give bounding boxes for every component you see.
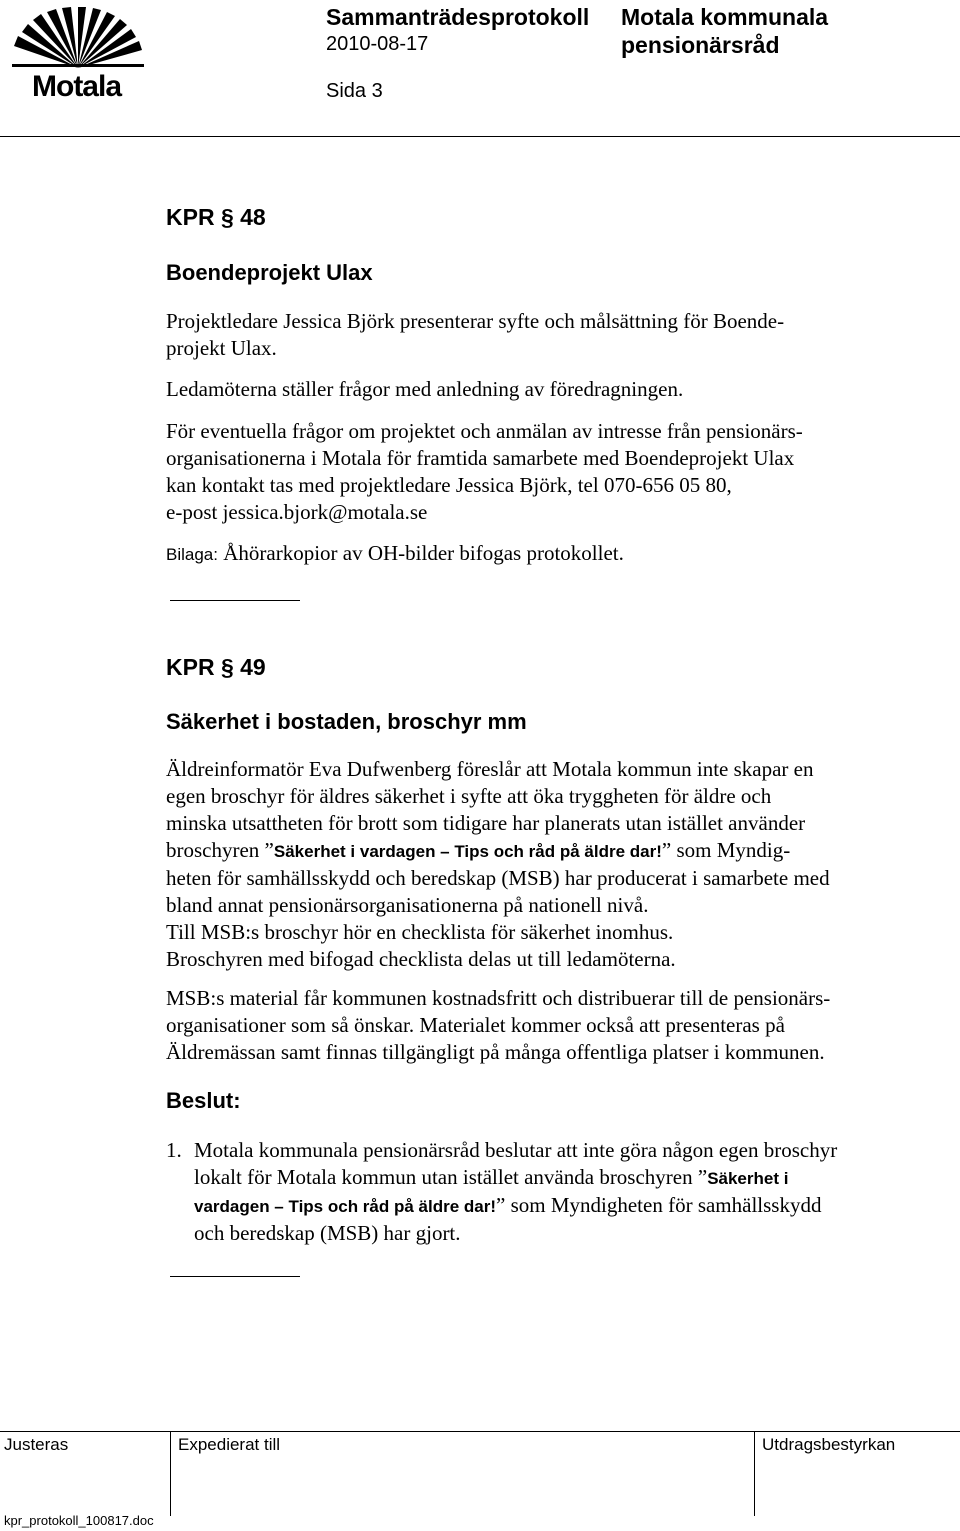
text-line: Äldremässan samt finnas tillgängligt på många offentliga platser i kommunen.	[166, 1040, 825, 1064]
text-fragment: broschyren ”	[166, 838, 274, 862]
text-line: MSB:s material får kommunen kostnadsfritt och distribuerar till de pensionärs-	[166, 986, 831, 1010]
text-line: bland annat pensionärsorganisationerna på nationell nivå.	[166, 893, 649, 917]
section-title: Säkerhet i bostaden, broschyr mm	[166, 709, 527, 734]
section-separator	[170, 600, 300, 601]
decision-text	[194, 1137, 934, 1247]
footer-column-divider	[170, 1431, 171, 1516]
decision-heading: Beslut:	[166, 1088, 241, 1113]
text-fragment: lokalt för Motala kommun utan istället använda broschyren ”	[194, 1165, 708, 1189]
text-line: Projektledare Jessica Björk presenterar syfte och målsättning för Boende-	[166, 309, 785, 333]
text-line: projekt Ulax.	[166, 336, 277, 360]
text-line: För eventuella frågor om projektet och anmälan av intresse från pensionärs-	[166, 419, 803, 443]
text-line: Motala kommunala pensionärsråd beslutar att inte göra någon egen broschyr	[194, 1138, 838, 1162]
text-line: Ledamöterna ställer frågor med anledning av föredragningen.	[166, 377, 684, 401]
motala-logo	[8, 6, 148, 110]
footer-filename: kpr_protokoll_100817.doc	[4, 1513, 154, 1528]
brochure-title: Säkerhet i vardagen – Tips och råd på äldre dar!	[273, 842, 662, 861]
text-fragment: ” som Myndig-	[661, 838, 791, 862]
text-line: Till MSB:s broschyr hör en checklista för säkerhet inomhus.	[166, 920, 674, 944]
footer-justeras: Justeras	[4, 1435, 69, 1454]
text-line: organisationer som så önskar. Materialet kommer också att presenteras på	[166, 1013, 785, 1037]
organization-name-line1: Motala kommunala	[621, 4, 829, 30]
text-line: Äldreinformatör Eva Dufwenberg föreslår att Motala kommun inte skapar en	[166, 757, 814, 781]
section-separator	[170, 1276, 300, 1277]
logo-text: Motala	[32, 70, 122, 103]
attachment-text: Åhörarkopior av OH-bilder bifogas protokollet.	[223, 541, 624, 565]
brochure-title: vardagen – Tips och råd på äldre dar!	[194, 1197, 497, 1216]
text-line: heten för samhällsskydd och beredskap (MSB) har producerat i samarbete med	[166, 866, 830, 890]
footer-utdragsbestyrkan: Utdragsbestyrkan	[762, 1435, 896, 1454]
paragraph	[166, 308, 926, 362]
section-number: KPR § 49	[166, 654, 266, 680]
text-line: egen broschyr för äldres säkerhet i syfte att öka tryggheten för äldre och	[166, 784, 772, 808]
attachment-label: Bilaga:	[166, 545, 218, 564]
page-number: Sida 3	[326, 80, 383, 102]
text-line: Broschyren med bifogad checklista delas ut till ledamöterna.	[166, 947, 676, 971]
text-line: och beredskap (MSB) har gjort.	[194, 1221, 461, 1245]
paragraph	[166, 418, 926, 526]
header-divider	[0, 136, 960, 137]
attachment-note	[166, 540, 926, 568]
paragraph	[166, 376, 926, 403]
document-type: Sammanträdesprotokoll	[326, 4, 590, 30]
text-fragment: ” som Myndigheten för samhällsskydd	[496, 1193, 822, 1217]
section-title: Boendeprojekt Ulax	[166, 260, 373, 285]
text-line: minska utsattheten för brott som tidigare har planerats utan istället använder	[166, 811, 806, 835]
footer-divider	[0, 1431, 960, 1432]
text-line: kan kontakt tas med projektledare Jessica Björk, tel 070-656 05 80,	[166, 473, 732, 497]
paragraph	[166, 756, 926, 973]
decision-number: 1.	[166, 1138, 182, 1162]
brochure-title: Säkerhet i	[707, 1169, 789, 1188]
text-line: e-post jessica.bjork@motala.se	[166, 500, 428, 524]
text-line: organisationerna i Motala för framtida samarbete med Boendeprojekt Ulax	[166, 446, 795, 470]
footer-expedierat: Expedierat till	[178, 1435, 281, 1454]
organization-name-line2: pensionärsråd	[621, 32, 780, 58]
meeting-date: 2010-08-17	[326, 33, 429, 55]
paragraph	[166, 985, 926, 1066]
section-number: KPR § 48	[166, 204, 266, 230]
footer-column-divider	[754, 1431, 755, 1516]
